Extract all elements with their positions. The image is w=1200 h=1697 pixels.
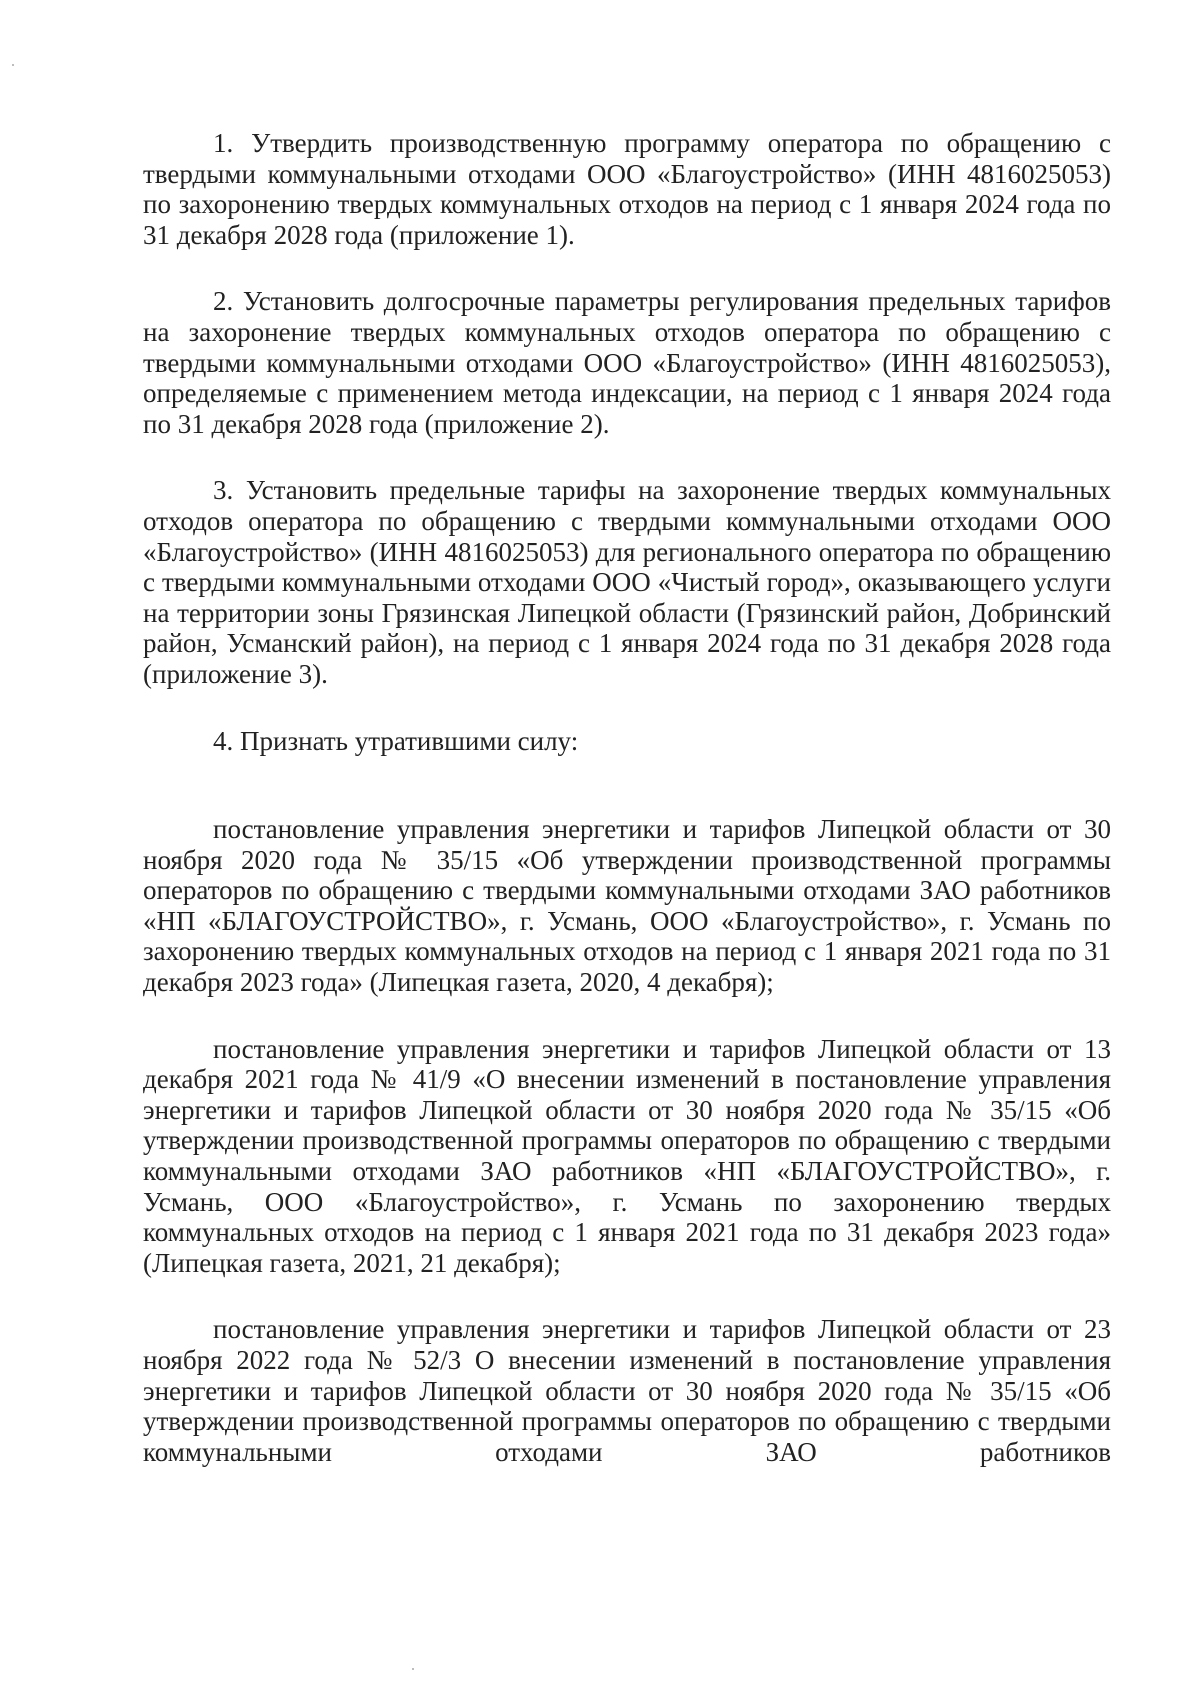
document-body [143, 128, 1111, 1467]
paragraph-repeal-resolution-35-15: постановление управления энергетики и тарифов Липецкой области от 30 ноября 2020 года № 35/15 «Об утверждении производственной программы операторов по обращению с твердыми коммунальными отходами ЗАО работников «НП «БЛАГОУСТРОЙСТВО», г. Усмань, ООО «Благоустройство», г. Усмань по захоронению твердых коммунальных отходов на период с 1 января 2021 года по 31 декабря 2023 года» (Липецкая газета, 2020, 4 декабря); [143, 814, 1111, 998]
scan-artifact [12, 64, 14, 66]
paragraph-repeal-resolution-41-9: постановление управления энергетики и тарифов Липецкой области от 13 декабря 2021 года № 41/9 «О внесении изменений в постановление управления энергетики и тарифов Липецкой области от 30 ноября 2020 года № 35/15 «Об утверждении производственной программы операторов по обращению с твердыми коммунальными отходами ЗАО работников «НП «БЛАГОУСТРОЙСТВО», г. Усмань, ООО «Благоустройство», г. Усмань по захоронению твердых коммунальных отходов на период с 1 января 2021 года по 31 декабря 2023 года» (Липецкая газета, 2021, 21 декабря); [143, 1033, 1111, 1278]
paragraph-repeal-heading: 4. Признать утратившими силу: [213, 725, 579, 756]
scan-artifact [412, 1668, 414, 1670]
paragraph-approve-program: 1. Утвердить производственную программу оператора по обращению с твердыми коммунальными отходами ООО «Благоустройство» (ИНН 4816025053) по захоронению твердых коммунальных отходов на период с 1 января 2024 года по 31 декабря 2028 года (приложение 1). [143, 128, 1111, 250]
paragraph-limit-tariffs: 3. Установить предельные тарифы на захоронение твердых коммунальных отходов оператора по обращению с твердыми коммунальными отходами ООО «Благоустройство» (ИНН 4816025053) для регионального оператора по обращению с твердыми коммунальными отходами ООО «Чистый город», оказывающего услуги на территории зоны Грязинская Липецкой области (Грязинский район, Добринский район, Усманский район), на период с 1 января 2024 года по 31 декабря 2028 года (приложение 3). [143, 475, 1111, 689]
paragraph-repeal-resolution-52-3: постановление управления энергетики и тарифов Липецкой области от 23 ноября 2022 года № 52/3 О внесении изменений в постановление управления энергетики и тарифов Липецкой области от 30 ноября 2020 года № 35/15 «Об утверждении производственной программы операторов по обращению с твердыми коммунальными отходами ЗАО работников [143, 1314, 1111, 1467]
paragraph-long-term-parameters: 2. Установить долгосрочные параметры регулирования предельных тарифов на захоронение твердых коммунальных отходов оператора по обращению с твердыми коммунальными отходами ООО «Благоустройство» (ИНН 4816025053), определяемые с применением метода индексации, на период с 1 января 2024 года по 31 декабря 2028 года (приложение 2). [143, 286, 1111, 439]
